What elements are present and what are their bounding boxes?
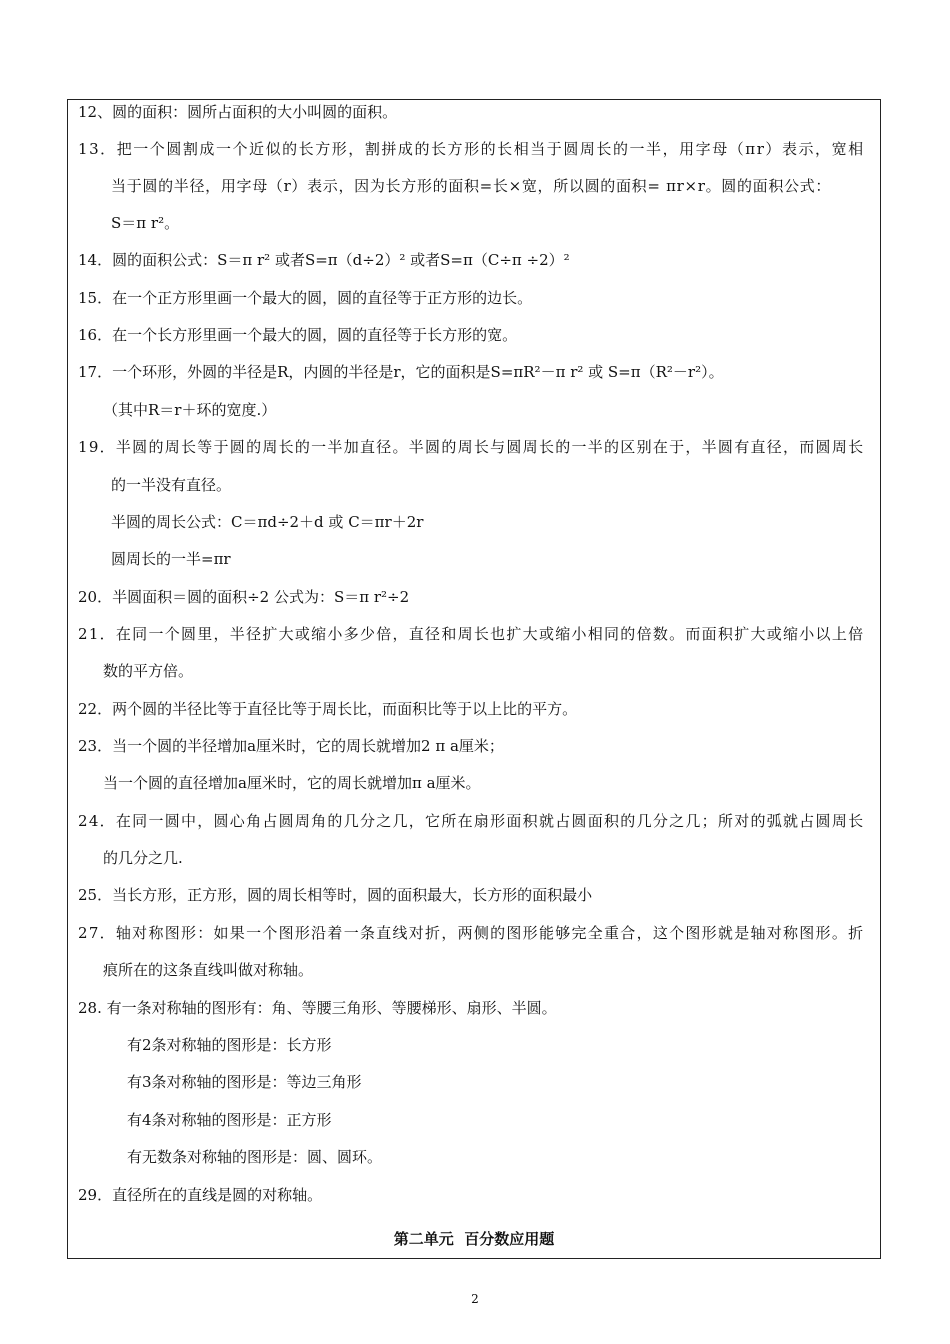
page-number: 2	[471, 1292, 479, 1306]
text-line: 的几分之几.	[103, 849, 183, 867]
text-line: 24．在同一圆中，圆心角占圆周角的几分之几，它所在扇形面积就占圆面积的几分之几；所对的弧就占圆周长	[78, 812, 865, 830]
text-line: （其中R＝r＋环的宽度.）	[103, 401, 277, 419]
text-line: 12、圆的面积：圆所占面积的大小叫圆的面积。	[78, 103, 398, 121]
text-line: 16．在一个长方形里画一个最大的圆，圆的直径等于长方形的宽。	[78, 326, 518, 344]
text-line: 当一个圆的直径增加a厘米时，它的周长就增加π a厘米。	[103, 774, 481, 792]
text-line: 当于圆的半径，用字母（r）表示，因为长方形的面积=长×宽，所以圆的面积= πr×r。圆的面积公式：	[111, 177, 832, 195]
text-line: 圆周长的一半=πr	[111, 550, 231, 568]
unit-title: 第二单元 百分数应用题	[393, 1230, 555, 1248]
text-line: S＝π r²。	[111, 214, 180, 232]
text-line: 有2条对称轴的图形是：长方形	[127, 1036, 332, 1054]
content-frame	[67, 99, 881, 1259]
text-line: 19．半圆的周长等于圆的周长的一半加直径。半圆的周长与圆周长的一半的区别在于，半圆有直径，而圆周长	[78, 438, 865, 456]
text-line: 20．半圆面积＝圆的面积÷2 公式为：S＝π r²÷2	[78, 588, 410, 606]
text-line: 有4条对称轴的图形是：正方形	[127, 1111, 332, 1129]
text-line: 28. 有一条对称轴的图形有：角、等腰三角形、等腰梯形、扇形、半圆。	[78, 999, 557, 1017]
text-line: 22．两个圆的半径比等于直径比等于周长比，而面积比等于以上比的平方。	[78, 700, 578, 718]
text-line: 29．直径所在的直线是圆的对称轴。	[78, 1186, 323, 1204]
text-line: 14．圆的面积公式：S＝π r² 或者S=π（d÷2）² 或者S=π（C÷π ÷2）²	[78, 251, 570, 269]
text-line: 13．把一个圆割成一个近似的长方形，割拼成的长方形的长相当于圆周长的一半，用字母（πr）表示，宽相	[78, 140, 865, 158]
text-line: 27．轴对称图形：如果一个图形沿着一条直线对折，两侧的图形能够完全重合，这个图形就是轴对称图形。折	[78, 924, 865, 942]
text-line: 的一半没有直径。	[111, 476, 232, 494]
text-line: 有无数条对称轴的图形是：圆、圆环。	[127, 1148, 383, 1166]
text-line: 21．在同一个圆里，半径扩大或缩小多少倍，直径和周长也扩大或缩小相同的倍数。而面积扩大或缩小以上倍	[78, 625, 865, 643]
text-line: 15．在一个正方形里画一个最大的圆，圆的直径等于正方形的边长。	[78, 289, 533, 307]
text-line: 数的平方倍。	[103, 662, 194, 680]
text-line: 25．当长方形，正方形，圆的周长相等时，圆的面积最大，长方形的面积最小	[78, 886, 593, 904]
text-line: 痕所在的这条直线叫做对称轴。	[103, 961, 314, 979]
text-line: 半圆的周长公式：C＝πd÷2＋d 或 C＝πr＋2r	[111, 513, 424, 531]
text-line: 17．一个环形，外圆的半径是R，内圆的半径是r，它的面积是S=πR²－π r² 或 S=π（R²－r²）。	[78, 363, 724, 381]
text-line: 23．当一个圆的半径增加a厘米时，它的周长就增加2 π a厘米；	[78, 737, 504, 755]
text-line: 有3条对称轴的图形是：等边三角形	[127, 1073, 362, 1091]
